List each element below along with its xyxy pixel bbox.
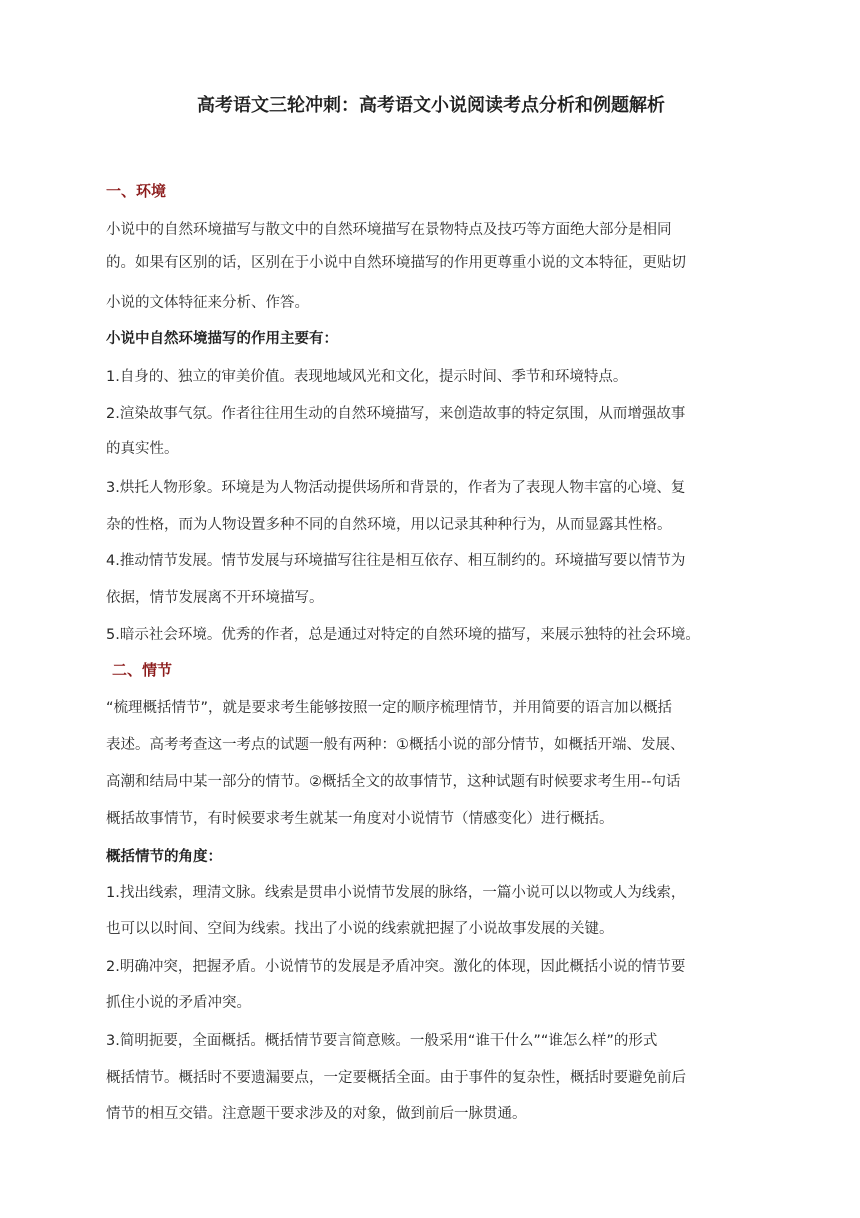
paragraph-line: 的。如果有区别的话，区别在于小说中自然环境描写的作用更尊重小说的文本特征，更贴切 (106, 255, 686, 271)
paragraph-line: 高潮和结局中某一部分的情节。②概括全文的故事情节，这种试题有时候要求考生用--句话 (106, 774, 681, 790)
paragraph-line: 小说的文体特征来分析、作答。 (106, 295, 309, 311)
section-heading-plot: 二、情节 (112, 661, 173, 679)
list-item: 2.渲染故事气氛。作者往往用生动的自然环境描写，来创造故事的特定氛围，从而增强故事 (106, 406, 686, 422)
list-item: 1.找出线索，理清文脉。线索是贯串小说情节发展的脉络，一篇小说可以以物或人为线索， (106, 885, 686, 901)
paragraph-line: “梳理概括情节”，就是要求考生能够按照一定的顺序梳理情节，并用简要的语言加以概括 (106, 700, 673, 716)
list-item: 5.暗示社会环境。优秀的作者，总是通过对特定的自然环境的描写，来展示独特的社会环境。 (106, 627, 700, 643)
list-item: 3.烘托人物形象。环境是为人物活动提供场所和背景的，作者为了表现人物丰富的心境、复 (106, 480, 686, 496)
subheading-plot-angles: 概括情节的角度： (106, 849, 222, 865)
list-item: 抓住小说的矛盾冲突。 (106, 995, 251, 1011)
list-item: 4.推动情节发展。情节发展与环境描写往往是相互依存、相互制约的。环境描写要以情节为 (106, 553, 686, 569)
list-item: 1.自身的、独立的审美价值。表现地域风光和文化，提示时间、季节和环境特点。 (106, 369, 628, 385)
list-item: 的真实性。 (106, 441, 179, 457)
list-item: 情节的相互交错。注意题干要求涉及的对象，做到前后一脉贯通。 (106, 1106, 527, 1122)
section-heading-environment: 一、环境 (106, 182, 167, 200)
list-item: 杂的性格，而为人物设置多种不同的自然环境，用以记录其种种行为，从而显露其性格。 (106, 517, 672, 533)
paragraph-line: 概括故事情节，有时候要求考生就某一角度对小说情节（情感变化）进行概括。 (106, 811, 614, 827)
list-item: 也可以以时间、空间为线索。找出了小说的线索就把握了小说故事发展的关键。 (106, 921, 614, 937)
subheading-environment-functions: 小说中自然环境描写的作用主要有： (106, 331, 338, 347)
list-item: 依据，情节发展离不开环境描写。 (106, 590, 324, 606)
list-item: 2.明确冲突，把握矛盾。小说情节的发展是矛盾冲突。激化的体现，因此概括小说的情节要 (106, 959, 686, 975)
document-title: 高考语文三轮冲刺：高考语文小说阅读考点分析和例题解析 (197, 95, 665, 116)
list-item: 概括情节。概括时不要遗漏要点，一定要概括全面。由于事件的复杂性，概括时要避免前后 (106, 1070, 686, 1086)
list-item: 3.简明扼要，全面概括。概括情节要言简意赅。一般采用“谁干什么”“谁怎么样”的形式 (106, 1033, 658, 1049)
paragraph-line: 小说中的自然环境描写与散文中的自然环境描写在景物特点及技巧等方面绝大部分是相同 (106, 222, 672, 238)
paragraph-line: 表述。高考考查这一考点的试题一般有两种：①概括小说的部分情节，如概括开端、发展、 (106, 737, 685, 753)
